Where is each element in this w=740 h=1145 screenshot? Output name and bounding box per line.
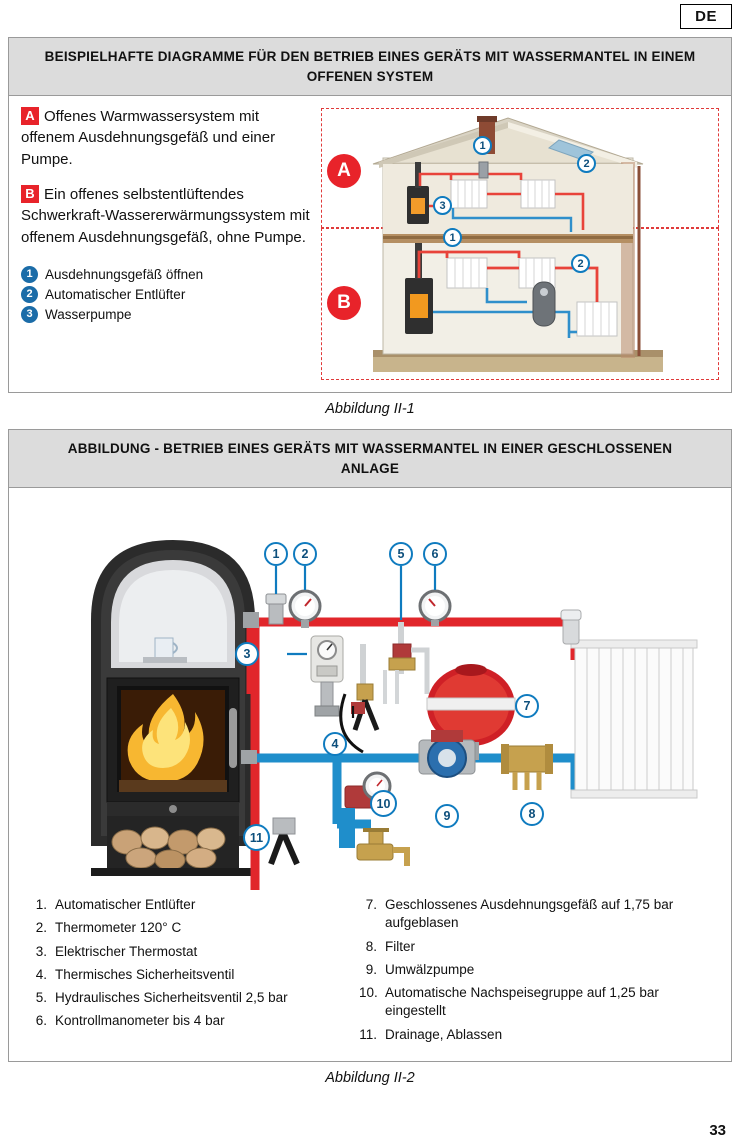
figure-1-title: BEISPIELHAFTE DIAGRAMME FÜR DEN BETRIEB EINES GERÄTS MIT WASSERMANTEL IN EINEM OFFENEN SYSTEM <box>9 38 731 96</box>
list-item <box>359 1026 711 1044</box>
list-item-label: Kontrollmanometer bis 4 bar <box>55 1013 225 1029</box>
callout-9: 9 <box>435 804 459 828</box>
language-badge: DE <box>680 4 732 29</box>
list-item-label: Elektrischer Thermostat <box>55 943 198 959</box>
stove-system-svg <box>15 494 729 890</box>
figure-2-item-lists <box>15 890 725 1059</box>
list-item-label: Hydraulisches Sicherheitsventil 2,5 bar <box>55 990 288 1006</box>
list-item <box>29 919 359 937</box>
legend-item <box>21 286 313 303</box>
legend-label: Wasserpumpe <box>45 306 132 322</box>
list-item-index: 11. <box>359 1026 377 1042</box>
list-item-index: 6. <box>35 1013 47 1029</box>
callout-2: 2 <box>293 542 317 566</box>
house-cutaway-diagram <box>321 106 721 384</box>
callout-10: 10 <box>370 790 397 817</box>
figure-1-block-a-text: Offenes Warmwassersystem mit offenem Ausdehnungsgefäß und einer Pumpe. <box>21 108 276 168</box>
figure-1-body <box>9 96 731 392</box>
house-illustration-svg <box>321 106 721 384</box>
list-item-label: Drainage, Ablassen <box>385 1026 503 1042</box>
legend-number-icon: 2 <box>21 286 38 303</box>
figure-1-illustration <box>321 106 721 384</box>
callout-6: 6 <box>423 542 447 566</box>
language-badge-row <box>8 0 732 29</box>
figure-2-box <box>8 429 732 1062</box>
list-item-index: 9. <box>365 961 377 977</box>
list-item <box>29 966 359 984</box>
figure-1-block-b-text: Ein offenes selbstentlüftendes Schwerkraft-Wassererwärmungssystem mit offenem Ausdehnungsgefäß, ohne Pumpe. <box>21 186 310 246</box>
callout-3: 3 <box>235 642 259 666</box>
label-tag-b: B <box>21 185 39 203</box>
list-item-index: 10. <box>359 985 378 1001</box>
legend-label: Ausdehnungsgefäß öffnen <box>45 266 204 282</box>
list-item <box>359 896 711 932</box>
figure-1-block-b <box>21 184 313 248</box>
callout-8: 8 <box>520 802 544 826</box>
list-item-index: 5. <box>35 990 47 1006</box>
list-item <box>29 1012 359 1030</box>
callout-7: 7 <box>515 694 539 718</box>
list-item-label: Filter <box>385 938 415 954</box>
list-item-label: Thermometer 120° C <box>55 920 182 936</box>
legend-number-icon: 3 <box>21 306 38 323</box>
legend-item <box>21 266 313 283</box>
list-item <box>359 938 711 956</box>
diagram-badge-b: B <box>327 286 361 320</box>
list-item-index: 3. <box>35 943 47 959</box>
list-item-label: Automatische Nachspeisegruppe auf 1,25 bar eingestellt <box>385 985 659 1019</box>
label-tag-a: A <box>21 107 39 125</box>
list-item-label: Umwälzpumpe <box>385 961 475 977</box>
figure-2-items-right <box>359 896 711 1049</box>
figure-1-box <box>8 37 732 393</box>
legend-item <box>21 306 313 323</box>
callout-5: 5 <box>389 542 413 566</box>
house-callout-1-upper: 1 <box>473 136 492 155</box>
list-item-index: 2. <box>35 920 47 936</box>
list-item-index: 7. <box>365 897 377 913</box>
list-item-index: 8. <box>365 938 377 954</box>
list-item <box>29 943 359 961</box>
list-item-index: 1. <box>35 897 47 913</box>
figure-1-caption: Abbildung II-1 <box>325 401 415 418</box>
callout-1: 1 <box>264 542 288 566</box>
stove-system-diagram <box>15 494 725 890</box>
list-item-label: Geschlossenes Ausdehnungsgefäß auf 1,75 bar aufgeblasen <box>385 897 674 931</box>
list-item-label: Automatischer Entlüfter <box>55 897 196 913</box>
house-callout-3: 3 <box>433 196 452 215</box>
legend-label: Automatischer Entlüfter <box>45 286 186 302</box>
page-number: 33 <box>709 1122 726 1139</box>
figure-2-items-left <box>29 896 359 1049</box>
list-item <box>29 896 359 914</box>
list-item <box>359 984 711 1020</box>
callout-11: 11 <box>243 824 270 851</box>
callout-4: 4 <box>323 732 347 756</box>
list-item <box>29 989 359 1007</box>
list-item-index: 4. <box>35 966 47 982</box>
list-item <box>359 961 711 979</box>
house-callout-2-upper: 2 <box>577 154 596 173</box>
diagram-badge-a: A <box>327 154 361 188</box>
figure-2-title: ABBILDUNG - BETRIEB EINES GERÄTS MIT WASSERMANTEL IN EINER GESCHLOSSENEN ANLAGE <box>9 430 731 488</box>
figure-2-caption: Abbildung II-2 <box>325 1069 415 1086</box>
house-callout-1-lower: 1 <box>443 228 462 247</box>
figure-2-body <box>9 488 731 1061</box>
figure-1-legend <box>21 266 313 323</box>
figure-1-text-column <box>21 106 321 384</box>
legend-number-icon: 1 <box>21 266 38 283</box>
list-item-label: Thermisches Sicherheitsventil <box>55 966 235 982</box>
figure-1-block-a <box>21 106 313 170</box>
house-callout-2-lower: 2 <box>571 254 590 273</box>
